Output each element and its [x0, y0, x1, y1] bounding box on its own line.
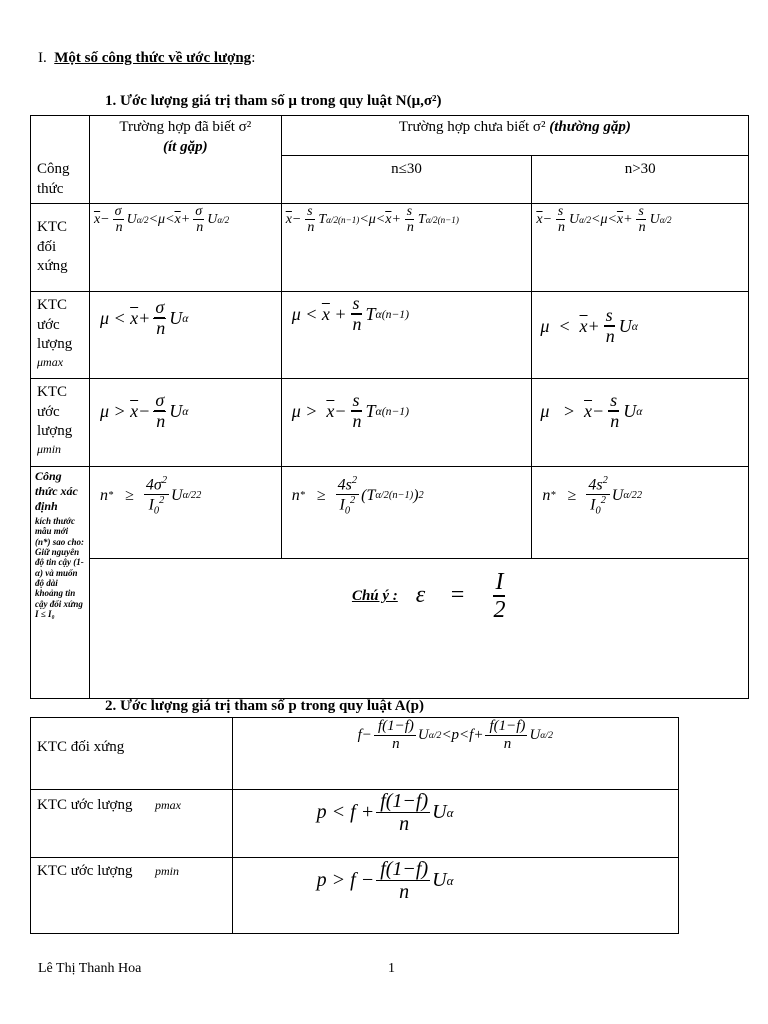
formula-sym-small: $\overline{x}$ − $\frac{s}{n}$ T α/2 (n−1) <μ< $\overline{x}$ + $\frac{s}{n}$ T α/2 (n−1)	[281, 204, 532, 292]
row-max-label-cell	[31, 292, 90, 379]
normal-mean-table	[30, 115, 749, 699]
n-large-label: n>30	[624, 160, 656, 177]
row-label-n-title: Công thức xác định	[35, 469, 78, 513]
row-sym-label-cell	[31, 204, 90, 292]
header-n-large	[532, 155, 749, 203]
n-small-label: n≤30	[391, 160, 422, 177]
row-label-formula: Công thức	[37, 161, 70, 197]
formula-n-large: n * ≥ $\frac{4s^2}{I_0^2}$ U α/2 2	[532, 467, 749, 559]
header-known-cell	[89, 116, 281, 204]
p-label-sym: KTC đối xứng	[37, 739, 125, 755]
formula-max-large: μ < $\overline{x}$ + $\frac{s}{n}$ U α	[532, 292, 749, 379]
part1-heading: 1. Ước lượng giá trị tham số μ trong quy luật N(μ,σ²)	[105, 93, 442, 109]
p-label-max: KTC ước lượng	[37, 797, 133, 813]
formula-sym-known: $\overline{x}$ − $\frac{\sigma}{n}$ U α/2 <μ< $\overline{x}$ + $\frac{\sigma}{n}$ U α/2	[89, 204, 281, 292]
p-formula-max: p < f + $\frac{f(1-f)}{n}$ U α	[232, 790, 678, 858]
p-row-min-label	[31, 858, 233, 934]
row-n-label-cell	[31, 467, 90, 699]
p-label-min: KTC ước lượng	[37, 863, 133, 879]
header-n-small	[281, 155, 532, 203]
col-known-note: (ít gặp)	[163, 138, 208, 155]
header-formula-cell	[31, 116, 90, 204]
p-row-sym-label	[31, 718, 233, 790]
p-formula-min: p > f − $\frac{f(1-f)}{n}$ U α	[232, 858, 678, 934]
p-label-min-sym: pmin	[154, 864, 179, 878]
formula-sym-large: $\overline{x}$ − $\frac{s}{n}$ U α/2 <μ< $\overline{x}$ + $\frac{s}{n}$ U α/2	[532, 204, 749, 292]
row-label-n-note: kích thước mẫu mới (n*) sao cho: Giữ nguyên độ tin cậy (1-α) và muốn độ dài khoảng tin cậy đối xứng I ≤ I₀	[35, 516, 84, 620]
formula-max-small: μ < $\overline{x}$ + $\frac{s}{n}$ T α (n−1)	[281, 292, 532, 379]
footer-author: Lê Thị Thanh Hoa	[38, 961, 142, 976]
formula-max-known: μ < $\overline{x}$ + $\frac{\sigma}{n}$ U α	[89, 292, 281, 379]
col-known-label: Trường hợp đã biết σ²	[119, 119, 252, 135]
row-label-max: KTC ước lượng	[37, 297, 73, 352]
p-label-max-sym: pmax	[154, 798, 181, 812]
col-unknown-note: (thường gặp)	[549, 119, 631, 135]
note-label: Chú ý :	[351, 587, 398, 604]
row-label-min-sym: μmin	[37, 441, 62, 456]
row-min-label-cell	[31, 379, 90, 467]
part2-heading: 2. Ước lượng giá trị tham số p trong quy luật A(p)	[105, 698, 424, 714]
section-colon: :	[251, 50, 256, 66]
note-formula: ε = $\frac{I}{2}$	[415, 569, 506, 624]
formula-min-small: μ > $\overline{x}$ − $\frac{s}{n}$ T α (n−1)	[281, 379, 532, 467]
note-cell	[89, 559, 748, 699]
header-unknown-cell	[281, 116, 748, 156]
p-formula-sym: f− $\frac{f(1-f)}{n}$ U α/2 <p<f+ $\frac{f(1-f)}{n}$ U α/2	[232, 718, 678, 790]
formula-n-small: n * ≥ $\frac{4s^2}{I_0^2}$ (T α/2 (n−1) ) 2	[281, 467, 532, 559]
col-unknown-label: Trường hợp chưa biết σ²	[398, 119, 546, 135]
row-label-sym: KTC đối xứng	[37, 219, 68, 274]
row-label-min: KTC ước lượng	[37, 384, 73, 439]
footer-page-number: 1	[388, 961, 395, 976]
formula-min-large: μ > $\overline{x}$ − $\frac{s}{n}$ U α	[532, 379, 749, 467]
section-number: I.	[38, 50, 47, 66]
section-title: Một số công thức về ước lượng	[54, 50, 252, 66]
formula-n-known: n * ≥ $\frac{4\sigma^2}{I_0^2}$ U α/2 2	[89, 467, 281, 559]
row-label-max-sym: μmax	[37, 354, 64, 369]
proportion-table	[30, 717, 679, 934]
p-row-max-label	[31, 790, 233, 858]
section-heading	[38, 50, 255, 67]
formula-min-known: μ > $\overline{x}$ − $\frac{\sigma}{n}$ U α	[89, 379, 281, 467]
